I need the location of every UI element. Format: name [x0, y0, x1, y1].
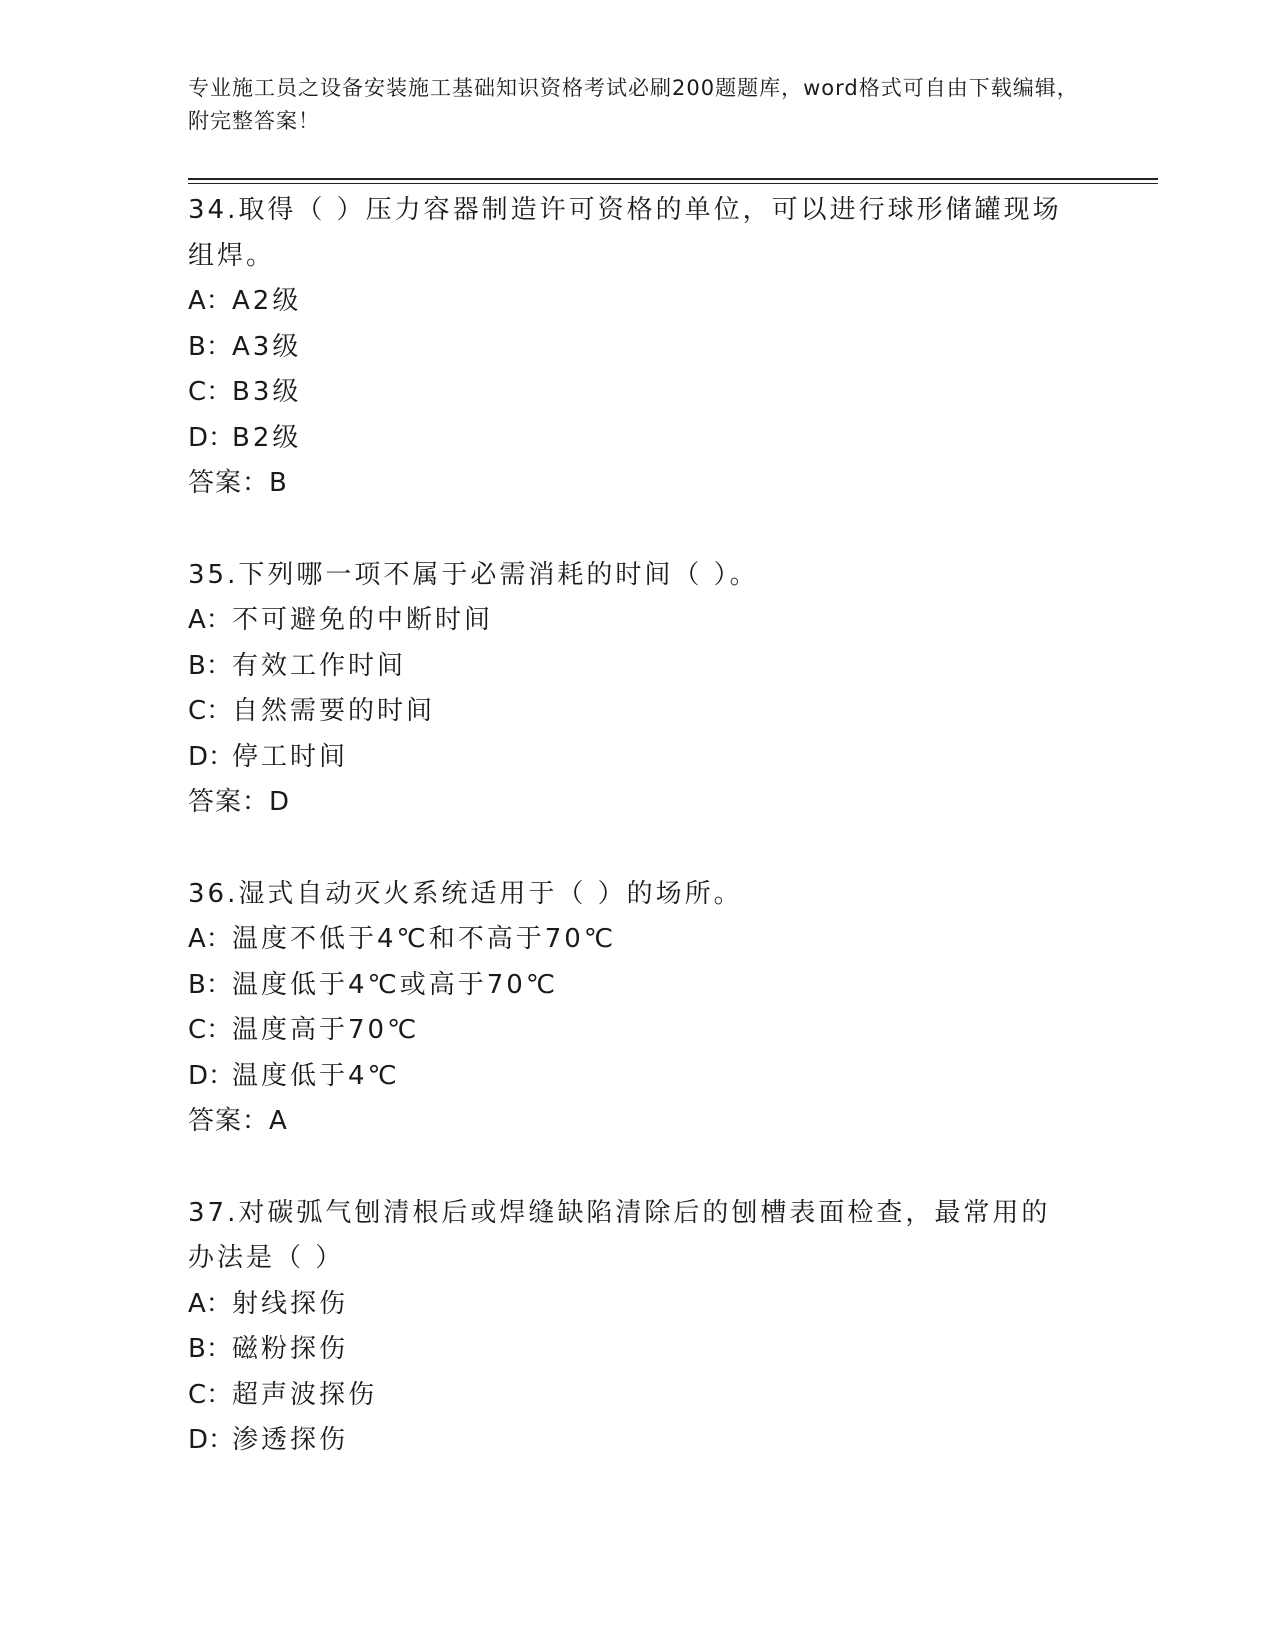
option-b: [188, 644, 1088, 690]
option-letter: C：: [188, 696, 233, 726]
option-letter: D：: [188, 1425, 235, 1455]
option-letter: B：: [188, 1334, 232, 1364]
question-34: [188, 188, 1088, 507]
question-35: [188, 553, 1088, 826]
option-text: A3级: [232, 331, 302, 362]
option-b: [188, 325, 1088, 371]
option-letter: C：: [188, 377, 233, 407]
option-text: 超声波探伤: [232, 1379, 378, 1410]
question-text: 37.对碳弧气刨清根后或焊缝缺陷清除后的刨槽表面检查，最常用的办法是（ ）: [188, 1197, 1051, 1273]
answer-line: 答案：A: [188, 1106, 288, 1136]
option-a: [188, 1282, 1088, 1328]
option-letter: C：: [188, 1379, 233, 1410]
option-letter: A：: [188, 286, 232, 316]
option-text: 温度低于4℃: [232, 1060, 400, 1091]
question-36: [188, 872, 1088, 1145]
question-text: 35.下列哪一项不属于必需消耗的时间（ ）。: [188, 559, 759, 590]
option-text: 渗透探伤: [232, 1425, 349, 1455]
option-text: A2级: [232, 286, 302, 316]
option-text: 温度不低于4℃和不高于70℃: [232, 924, 617, 954]
option-c: [188, 1008, 1088, 1054]
option-text: 温度高于70℃: [232, 1015, 420, 1045]
option-text: 磁粉探伤: [232, 1334, 349, 1364]
question-text: 34.取得（ ）压力容器制造许可资格的单位，可以进行球形储罐现场组焊。: [188, 195, 1062, 271]
option-letter: D：: [188, 1060, 235, 1091]
option-letter: A：: [188, 605, 232, 635]
option-text: B2级: [232, 422, 302, 453]
header-divider-thin: [188, 183, 1158, 184]
option-b: [188, 963, 1088, 1009]
option-letter: D：: [188, 422, 235, 453]
question-list: [188, 188, 1088, 1510]
option-d: [188, 1418, 1088, 1464]
option-letter: A：: [188, 924, 232, 954]
option-text: B3级: [232, 377, 302, 407]
option-letter: B：: [188, 331, 232, 362]
option-d: [188, 1054, 1088, 1100]
option-d: [188, 735, 1088, 781]
question-text: 36.湿式自动灭火系统适用于（ ）的场所。: [188, 878, 743, 909]
option-c: [188, 689, 1088, 735]
document-header: 专业施工员之设备安装施工基础知识资格考试必刷200题题库，word格式可自由下载编辑，附完整答案！: [188, 76, 1079, 133]
option-a: [188, 279, 1088, 325]
header-divider-thick: [188, 178, 1158, 180]
option-text: 停工时间: [232, 741, 349, 772]
option-text: 射线探伤: [232, 1288, 349, 1319]
option-letter: A：: [188, 1288, 232, 1319]
option-c: [188, 370, 1088, 416]
option-text: 有效工作时间: [232, 650, 407, 681]
option-letter: D：: [188, 741, 235, 772]
answer-line: 答案：D: [188, 787, 291, 817]
option-text: 不可避免的中断时间: [232, 605, 494, 635]
option-letter: B：: [188, 650, 232, 681]
option-text: 自然需要的时间: [232, 696, 436, 726]
option-d: [188, 416, 1088, 462]
option-a: [188, 917, 1088, 963]
option-b: [188, 1327, 1088, 1373]
option-text: 温度低于4℃或高于70℃: [232, 969, 559, 1000]
option-letter: B：: [188, 969, 232, 1000]
answer-line: 答案：B: [188, 468, 288, 498]
option-a: [188, 598, 1088, 644]
option-letter: C：: [188, 1015, 233, 1045]
question-37: [188, 1191, 1088, 1464]
option-c: [188, 1373, 1088, 1419]
